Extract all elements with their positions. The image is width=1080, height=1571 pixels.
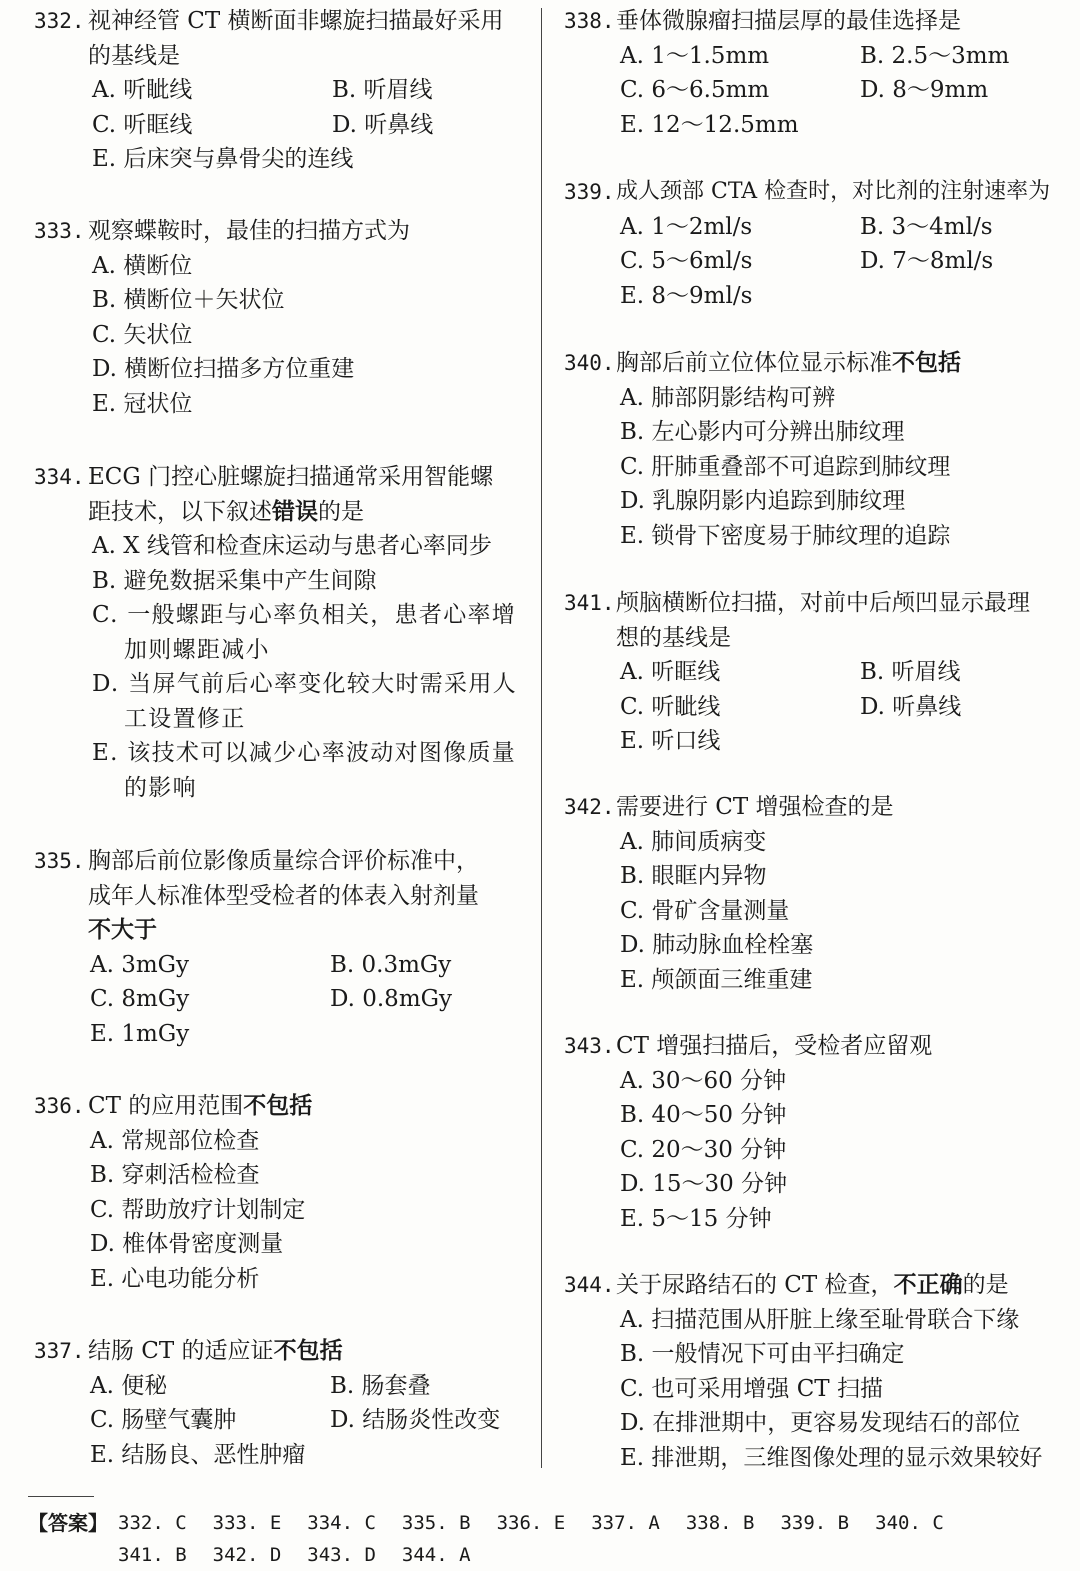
stem-line: 想的基线是 — [616, 624, 731, 651]
question-334 — [0, 460, 540, 805]
question-stem — [548, 1029, 1080, 1064]
option-a: A. 1～1.5mm — [620, 42, 770, 69]
question-332 — [0, 4, 540, 177]
option-a: A. 肺间质病变 — [620, 828, 767, 855]
question-number: 342. — [564, 795, 615, 819]
options — [620, 381, 1080, 554]
stem-text: 的是 — [318, 498, 364, 525]
option-b: B. 听眉线 — [332, 77, 433, 103]
options — [620, 1064, 1080, 1237]
option-a: A. 听眦线 — [92, 77, 193, 103]
question-339 — [548, 175, 1080, 313]
stem-line — [616, 346, 1080, 381]
option-d: D. 肺动脉血栓栓塞 — [620, 932, 814, 958]
option-b: B. 眼眶内异物 — [620, 863, 767, 889]
answer-item: 341. B — [118, 1544, 187, 1566]
question-337 — [0, 1334, 540, 1472]
question-344 — [548, 1268, 1080, 1475]
option-a: A. 肺部阴影结构可辨 — [620, 384, 836, 411]
stem-line: 成年人标准体型受检者的体表入射剂量 — [88, 882, 479, 909]
question-number: 338. — [564, 9, 615, 33]
option-a: A. 1～2ml/s — [620, 213, 753, 240]
answer-item: 334. C — [307, 1512, 376, 1534]
question-number: 341. — [564, 591, 615, 615]
option-d: D. 8～9mm — [860, 77, 989, 103]
question-number: 335. — [34, 849, 85, 873]
question-number: 333. — [34, 219, 85, 243]
option-e: E. 5～15 分钟 — [620, 1205, 772, 1232]
options — [90, 948, 540, 1052]
option-b: B. 2.5～3mm — [860, 42, 1010, 69]
option-d: D. 0.8mGy — [330, 986, 452, 1012]
option-c: C. 帮助放疗计划制定 — [90, 1196, 306, 1223]
answer-item: 342. D — [212, 1544, 282, 1566]
option-a: A. 便秘 — [90, 1372, 168, 1399]
question-stem — [0, 4, 540, 73]
stem-line: ECG 门控心脏螺旋扫描通常采用智能螺 — [88, 464, 494, 490]
question-stem — [548, 175, 1080, 210]
option-e: E. 锁骨下密度易于肺纹理的追踪 — [620, 522, 951, 549]
option-b: B. 一般情况下可由平扫确定 — [620, 1341, 905, 1367]
stem-line — [88, 1089, 540, 1124]
option-a: A. 30～60 分钟 — [620, 1067, 787, 1094]
option-d: D. 乳腺阴影内追踪到肺纹理 — [620, 488, 906, 514]
option-e: E. 1mGy — [90, 1020, 190, 1047]
stem-line — [616, 1268, 1080, 1303]
option-d: D. 结肠炎性改变 — [330, 1407, 501, 1433]
option-b: B. 3～4ml/s — [860, 213, 993, 240]
question-number: 336. — [34, 1094, 85, 1118]
option-d: D. 听鼻线 — [860, 693, 962, 720]
option-b: B. 左心影内可分辨出肺纹理 — [620, 419, 905, 445]
option-d: D. 当屏气前后心率变化较大时需采用人工设置修正 — [92, 671, 517, 732]
option-e: E. 后床突与鼻骨尖的连线 — [92, 146, 354, 172]
question-340 — [548, 346, 1080, 553]
option-b: B. 横断位＋矢状位 — [92, 287, 285, 313]
stem-text: 关于尿路结石的 CT 检查， — [616, 1272, 894, 1298]
option-d: D. 听鼻线 — [332, 111, 434, 138]
stem-line: 观察蝶鞍时，最佳的扫描方式为 — [88, 218, 410, 244]
question-stem — [548, 4, 1080, 39]
question-number: 339. — [564, 180, 615, 204]
answer-item: 336. E — [496, 1512, 566, 1534]
options — [620, 655, 1080, 759]
option-d: D. 7～8ml/s — [860, 248, 994, 274]
stem-text: 距技术，以下叙述 — [88, 498, 272, 525]
stem-line: 垂体微腺瘤扫描层厚的最佳选择是 — [616, 8, 961, 34]
question-343 — [548, 1029, 1080, 1236]
stem-line: 成人颈部 CTA 检查时，对比剂的注射速率为 — [616, 179, 1051, 204]
stem-text: 胸部后前立位体位显示标准 — [616, 350, 892, 376]
question-stem — [0, 1089, 540, 1124]
answer-list — [118, 1507, 1058, 1571]
stem-line: 需要进行 CT 增强检查的是 — [616, 794, 894, 820]
option-c: C. 矢状位 — [92, 321, 193, 348]
answer-item: 343. D — [307, 1544, 376, 1566]
option-a: A. 听眶线 — [620, 659, 721, 685]
option-a: A. 扫描范围从肝脏上缘至耻骨联合下缘 — [620, 1306, 1020, 1333]
question-336 — [0, 1089, 540, 1296]
option-e: E. 冠状位 — [92, 390, 193, 417]
answer-item: 340. C — [875, 1512, 944, 1534]
options — [620, 825, 1080, 998]
question-stem — [0, 1334, 540, 1369]
emphasis: 不正确 — [893, 1272, 963, 1298]
question-number: 340. — [564, 351, 615, 375]
stem-line: 的基线是 — [88, 42, 180, 69]
stem-line: 颅脑横断位扫描，对前中后颅凹显示最理 — [616, 590, 1030, 616]
question-335 — [0, 844, 540, 1051]
option-e: E. 结肠良、恶性肿瘤 — [90, 1441, 306, 1468]
answer-item: 337. A — [591, 1512, 660, 1534]
column-divider — [541, 8, 542, 1468]
options — [620, 1303, 1080, 1476]
option-e: E. 8～9ml/s — [620, 282, 753, 309]
option-b: B. 0.3mGy — [330, 951, 452, 978]
option-b: B. 穿刺活检检查 — [90, 1162, 260, 1188]
answer-item: 339. B — [780, 1512, 850, 1534]
options — [92, 249, 540, 422]
options — [90, 1369, 540, 1473]
answer-item: 338. B — [685, 1512, 755, 1534]
options — [90, 1124, 540, 1297]
options — [92, 529, 540, 805]
stem-line: 视神经管 CT 横断面非螺旋扫描最好采用 — [88, 8, 504, 34]
emphasis: 不包括 — [273, 1338, 343, 1364]
option-c: C. 肠壁气囊肿 — [90, 1407, 237, 1433]
question-333 — [0, 214, 540, 421]
option-d: D. 15～30 分钟 — [620, 1171, 788, 1197]
option-d: D. 横断位扫描多方位重建 — [92, 356, 355, 382]
option-c: C. 骨矿含量测量 — [620, 897, 790, 924]
question-number: 332. — [34, 9, 85, 33]
option-e: E. 心电功能分析 — [90, 1265, 260, 1292]
option-a: A. X 线管和检查床运动与患者心率同步 — [92, 533, 492, 559]
options — [620, 39, 1080, 143]
answer-item: 335. B — [401, 1512, 471, 1534]
question-342 — [548, 790, 1080, 997]
option-c: C. 6～6.5mm — [620, 77, 770, 103]
stem-line — [88, 1334, 540, 1369]
option-b: B. 避免数据采集中产生间隙 — [92, 567, 377, 594]
option-c: C. 听眶线 — [92, 111, 193, 138]
emphasis: 不包括 — [243, 1093, 313, 1119]
stem-line: 胸部后前位影像质量综合评价标准中， — [88, 848, 479, 874]
question-stem — [548, 346, 1080, 381]
option-b: B. 听眉线 — [860, 659, 961, 685]
question-stem — [548, 586, 1080, 655]
option-b: B. 40～50 分钟 — [620, 1102, 787, 1128]
answer-label: 【答案】 — [28, 1511, 108, 1535]
emphasis: 不大于 — [88, 917, 157, 943]
option-d: D. 在排泄期中，更容易发现结石的部位 — [620, 1410, 1021, 1436]
question-stem — [548, 1268, 1080, 1303]
stem-line — [88, 495, 540, 530]
answer-item: 344. A — [401, 1544, 471, 1566]
option-c: C. 8mGy — [90, 986, 190, 1012]
question-number: 337. — [34, 1339, 85, 1363]
question-number: 343. — [564, 1034, 615, 1058]
option-e: E. 听口线 — [620, 728, 721, 754]
option-e: E. 该技术可以减少心率波动对图像质量的影响 — [92, 740, 517, 801]
answer-item: 332. C — [118, 1512, 187, 1534]
option-c: C. 一般螺距与心率负相关，患者心率增加则螺距减小 — [92, 602, 517, 663]
option-c: C. 听眦线 — [620, 693, 721, 720]
question-stem — [0, 844, 540, 948]
option-c: C. 也可采用增强 CT 扫描 — [620, 1375, 883, 1402]
stem-text: 结肠 CT 的适应证 — [88, 1338, 274, 1364]
question-number: 334. — [34, 465, 85, 489]
option-e: E. 排泄期，三维图像处理的显示效果较好 — [620, 1444, 1043, 1471]
answer-item: 333. E — [212, 1512, 282, 1534]
options — [620, 210, 1080, 314]
question-341 — [548, 586, 1080, 759]
stem-text: CT 的应用范围 — [88, 1093, 244, 1119]
question-338 — [548, 4, 1080, 142]
question-number: 344. — [564, 1273, 615, 1297]
stem-line: CT 增强扫描后，受检者应留观 — [616, 1033, 933, 1059]
option-a: A. 横断位 — [92, 252, 193, 279]
option-e: E. 颅颌面三维重建 — [620, 966, 813, 993]
option-e: E. 12～12.5mm — [620, 111, 799, 138]
stem-text: 的是 — [962, 1272, 1009, 1298]
question-stem — [0, 460, 540, 529]
question-stem — [0, 214, 540, 249]
option-a: A. 常规部位检查 — [90, 1127, 260, 1154]
option-b: B. 肠套叠 — [330, 1372, 431, 1399]
option-c: C. 5～6ml/s — [620, 248, 753, 274]
option-a: A. 3mGy — [90, 951, 190, 978]
option-c: C. 20～30 分钟 — [620, 1136, 787, 1163]
emphasis: 不包括 — [892, 350, 961, 376]
question-stem — [548, 790, 1080, 825]
option-d: D. 椎体骨密度测量 — [90, 1231, 284, 1257]
options — [92, 73, 540, 177]
emphasis: 错误 — [272, 498, 318, 525]
answer-rule — [28, 1496, 94, 1497]
option-c: C. 肝肺重叠部不可追踪到肺纹理 — [620, 453, 951, 480]
